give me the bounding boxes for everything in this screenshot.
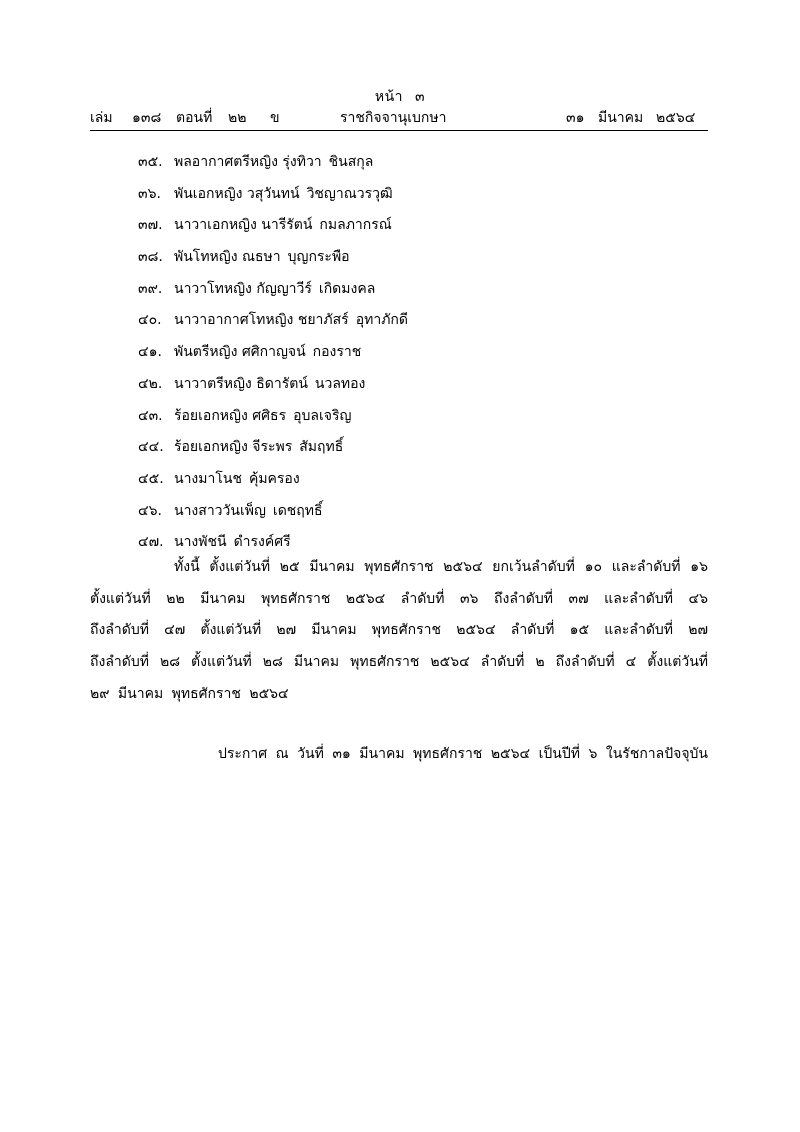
item-rank-name: นางพัชนี: [174, 534, 227, 551]
list-item: [138, 279, 408, 311]
item-surname: สัมฤทธิ์: [299, 439, 344, 456]
list-item: [138, 437, 408, 469]
item-number: ๔๒.: [138, 375, 163, 392]
item-rank-name: นาวาตรีหญิง ธิดารัตน์: [174, 375, 308, 392]
item-surname: ดำรงค์ศรี: [233, 534, 291, 551]
item-number: ๔๔.: [138, 439, 164, 456]
item-surname: บุญกระพือ: [287, 249, 350, 266]
list-item: [138, 406, 408, 438]
item-rank-name: นาวาเอกหญิง นารีรัตน์: [174, 217, 313, 234]
volume-label: เล่ม: [90, 110, 113, 126]
item-surname: อุบลเจริญ: [293, 407, 352, 424]
list-item: [138, 310, 408, 342]
list-item: [138, 215, 408, 247]
list-item: [138, 247, 408, 279]
item-surname: วิชญาณวรวุฒิ: [306, 185, 393, 202]
list-item: [138, 374, 408, 406]
item-surname: นวลทอง: [314, 375, 366, 392]
item-surname: ชินสกุล: [328, 154, 374, 170]
item-number: ๔๐.: [138, 312, 162, 329]
item-number: ๔๕.: [138, 470, 164, 487]
page-number: [0, 86, 800, 108]
item-rank-name: นาวาอากาศโทหญิง ชยาภัสร์: [174, 312, 349, 329]
item-surname: กมลภากรณ์: [319, 217, 392, 234]
item-number: ๔๖.: [138, 502, 162, 519]
item-rank-name: ร้อยเอกหญิง ศศิธร: [174, 407, 287, 424]
item-number: ๓๙.: [138, 280, 163, 297]
item-rank-name: นาวาโทหญิง กัญญาวีร์: [174, 280, 312, 297]
item-number: ๔๑.: [138, 344, 162, 361]
paragraph-line: ตั้งแต่วันที่ ๒๒ มีนาคม พุทธศักราช ๒๕๖๔ ลำดับที่ ๓๖ ถึงลำดับที่ ๓๗ และลำดับที่ ๔๖: [90, 590, 708, 607]
section-label: ตอนที่: [176, 110, 213, 126]
name-list: [138, 152, 408, 564]
section-number: ๒๒: [228, 110, 247, 126]
header-date-year: ๒๕๖๔: [656, 110, 696, 126]
announcement-closing: ประกาศ ณ วันที่ ๓๑ มีนาคม พุทธศักราช ๒๕๖๔ เป็นปีที่ ๖ ในรัชกาลปัจจุบัน: [218, 746, 708, 762]
item-number: ๔๗.: [138, 534, 164, 551]
item-rank-name: นางมาโนช: [174, 470, 242, 487]
paragraph-line: ถึงลำดับที่ ๔๗ ตั้งแต่วันที่ ๒๗ มีนาคม พุทธศักราช ๒๕๖๔ ลำดับที่ ๑๕ และลำดับที่ ๒๗: [90, 622, 708, 639]
item-number: ๓๗.: [138, 217, 163, 234]
page-number-label: หน้า: [374, 89, 404, 105]
header-divider: [90, 130, 708, 131]
page-number-value: ๓: [415, 89, 426, 105]
paragraph-line: ทั้งนี้ ตั้งแต่วันที่ ๒๕ มีนาคม พุทธศักราช ๒๕๖๔ ยกเว้นลำดับที่ ๑๐ และลำดับที่ ๑๖: [174, 559, 708, 575]
effective-date-paragraph: [90, 552, 708, 711]
volume-number: ๑๓๘: [132, 110, 162, 126]
item-rank-name: พันตรีหญิง ศศิกาญจน์: [174, 344, 306, 361]
item-number: ๓๘.: [138, 249, 163, 266]
item-number: ๔๓.: [138, 407, 163, 424]
item-surname: กองราช: [312, 344, 362, 361]
list-item: [138, 469, 408, 501]
paragraph-line: ๒๙ มีนาคม พุทธศักราช ๒๕๖๔: [90, 685, 289, 702]
list-item: [138, 152, 408, 184]
item-number: ๓๖.: [138, 185, 161, 202]
list-item: [138, 501, 408, 533]
item-rank-name: ร้อยเอกหญิง จีระพร: [174, 439, 293, 456]
paragraph-line: ถึงลำดับที่ ๒๘ ตั้งแต่วันที่ ๒๘ มีนาคม พุทธศักราช ๒๕๖๔ ลำดับที่ ๒ ถึงลำดับที่ ๔ ตั้งแต่วันที่: [90, 654, 708, 671]
item-surname: อุทาภักดี: [355, 312, 408, 329]
item-surname: คุ้มครอง: [248, 470, 300, 487]
publication-name: ราชกิจจานุเบกษา: [340, 110, 447, 126]
item-rank-name: พันโทหญิง ณธษา: [174, 249, 281, 266]
series-letter: ข: [270, 110, 280, 126]
item-rank-name: นางสาววันเพ็ญ: [174, 502, 266, 519]
item-rank-name: พลอากาศตรีหญิง รุ่งทิวา: [174, 154, 322, 170]
item-surname: เดชฤทธิ์: [272, 502, 323, 519]
item-number: ๓๕.: [138, 154, 163, 170]
header-date-day: ๓๑: [566, 110, 585, 126]
list-item: [138, 342, 408, 374]
list-item: [138, 184, 408, 216]
header-date-month: มีนาคม: [598, 110, 644, 126]
document-header: [90, 107, 708, 127]
item-surname: เกิดมงคล: [318, 280, 376, 297]
item-rank-name: พันเอกหญิง วสุวันทน์: [174, 185, 300, 202]
